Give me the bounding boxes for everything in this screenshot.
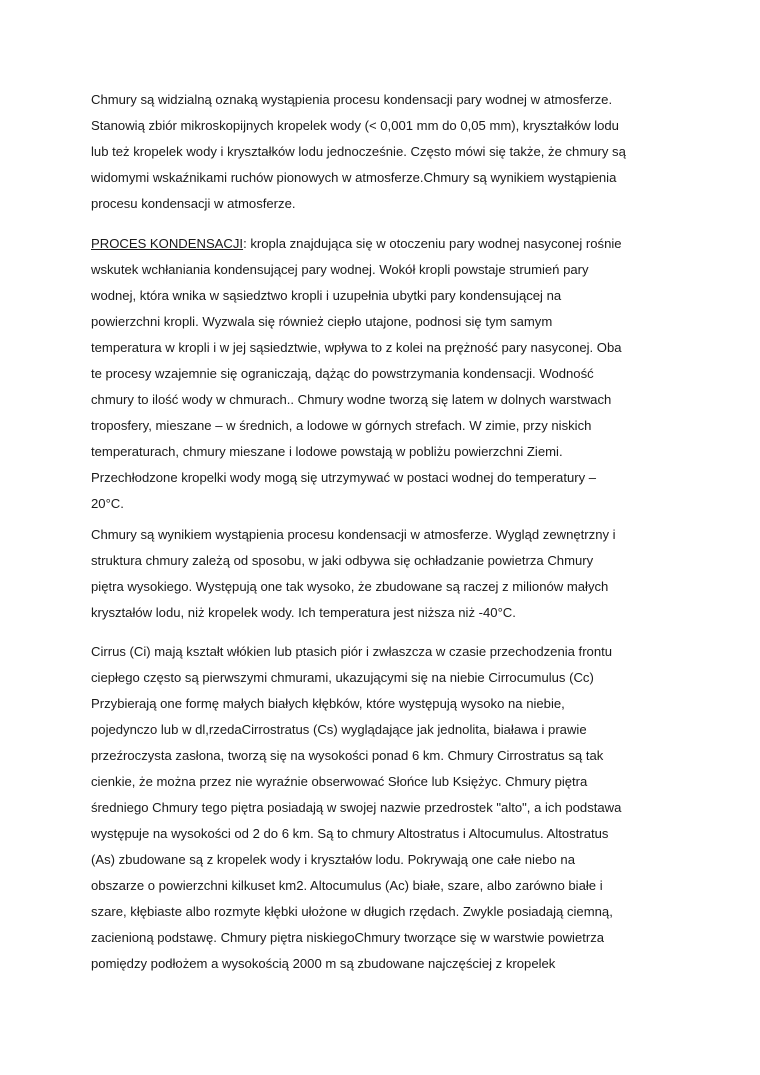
text-line: Chmury są wynikiem wystąpienia procesu kondensacji w atmosferze. Wygląd zewnętrzny i — [91, 527, 616, 542]
text-line: występuje na wysokości od 2 do 6 km. Są to chmury Altostratus i Altocumulus. Altostratus — [91, 826, 609, 841]
paragraph-cloud-types — [91, 639, 681, 977]
text-line: te procesy wzajemnie się ograniczają, dążąc do powstrzymania kondensacji. Wodność — [91, 366, 594, 381]
text-line: wskutek wchłaniania kondensującej pary wodnej. Wokół kropli powstaje strumień pary — [91, 262, 589, 277]
text-line: zacienioną podstawę. Chmury piętra niskiegoChmury tworzące się w warstwie powietrza — [91, 930, 605, 945]
paragraph-cloud-structure — [91, 522, 681, 626]
text-line: przeźroczysta zasłona, tworzą się na wysokości ponad 6 km. Chmury Cirrostratus są tak — [91, 748, 604, 763]
text-line: chmury to ilość wody w chmurach.. Chmury wodne tworzą się latem w dolnych warstwach — [91, 392, 612, 407]
heading-line-rest: : kropla znajdująca się w otoczeniu pary wodnej nasyconej rośnie — [243, 236, 622, 251]
paragraph-condensation-process — [91, 231, 681, 517]
text-line: kryształów lodu, niż kropelek wody. Ich temperatura jest niższa niż -40°C. — [91, 605, 516, 620]
text-line: (As) zbudowane są z kropelek wody i kryształów lodu. Pokrywają one całe niebo na — [91, 852, 575, 867]
text-line: średniego Chmury tego piętra posiadają w swojej nazwie przedrostek "alto", a ich podstawa — [91, 800, 622, 815]
text-line: wodnej, która wnika w sąsiedztwo kropli i uzupełnia ubytki pary kondensującej na — [91, 288, 562, 303]
text-line: Stanowią zbiór mikroskopijnych kropelek wody (< 0,001 mm do 0,05 mm), kryształków lodu — [91, 118, 619, 133]
text-line: procesu kondensacji w atmosferze. — [91, 196, 296, 211]
text-line: szare, kłębiaste albo rozmyte kłębki ułożone w długich rzędach. Zwykle posiadają ciemną, — [91, 904, 613, 919]
text-line: Przybierają one formę małych białych kłębków, które występują wysoko na niebie, — [91, 696, 565, 711]
text-line: 20°C. — [91, 496, 124, 511]
text-line: cienkie, że można przez nie wyraźnie obserwować Słońce lub Księżyc. Chmury piętra — [91, 774, 588, 789]
section-heading: PROCES KONDENSACJI — [91, 236, 244, 251]
text-line — [91, 231, 681, 257]
text-line: lub też kropelek wody i kryształków lodu jednocześnie. Często mówi się także, że chmury są — [91, 144, 626, 159]
text-line: piętra wysokiego. Występują one tak wysoko, że zbudowane są raczej z milionów małych — [91, 579, 609, 594]
text-line: struktura chmury zależą od sposobu, w jaki odbywa się ochładzanie powietrza Chmury — [91, 553, 594, 568]
text-line: obszarze o powierzchni kilkuset km2. Altocumulus (Ac) białe, szare, albo zarówno białe i — [91, 878, 603, 893]
text-line: ciepłego często są pierwszymi chmurami, ukazującymi się na niebie Cirrocumulus (Cc) — [91, 670, 594, 685]
text-line: pomiędzy podłożem a wysokością 2000 m są zbudowane najczęściej z kropelek — [91, 956, 556, 971]
text-line: Chmury są widzialną oznaką wystąpienia procesu kondensacji pary wodnej w atmosferze. — [91, 92, 613, 107]
text-line: widomymi wskaźnikami ruchów pionowych w atmosferze.Chmury są wynikiem wystąpienia — [91, 170, 617, 185]
paragraph-intro — [91, 87, 681, 217]
text-line: powierzchni kropli. Wyzwala się również ciepło utajone, podnosi się tym samym — [91, 314, 553, 329]
text-line: pojedynczo lub w dl,rzedaCirrostratus (Cs) wyglądające jak jednolita, biaława i prawie — [91, 722, 587, 737]
text-line: temperaturach, chmury mieszane i lodowe powstają w pobliżu powierzchni Ziemi. — [91, 444, 563, 459]
text-line: Przechłodzone kropelki wody mogą się utrzymywać w postaci wodnej do temperatury – — [91, 470, 597, 485]
text-line: temperatura w kropli i w jej sąsiedztwie, wpływa to z kolei na prężność pary nasyconej. Oba — [91, 340, 622, 355]
text-line: troposfery, mieszane – w średnich, a lodowe w górnych strefach. W zimie, przy niskich — [91, 418, 592, 433]
text-line: Cirrus (Ci) mają kształt włókien lub ptasich piór i zwłaszcza w czasie przechodzenia frontu — [91, 644, 613, 659]
